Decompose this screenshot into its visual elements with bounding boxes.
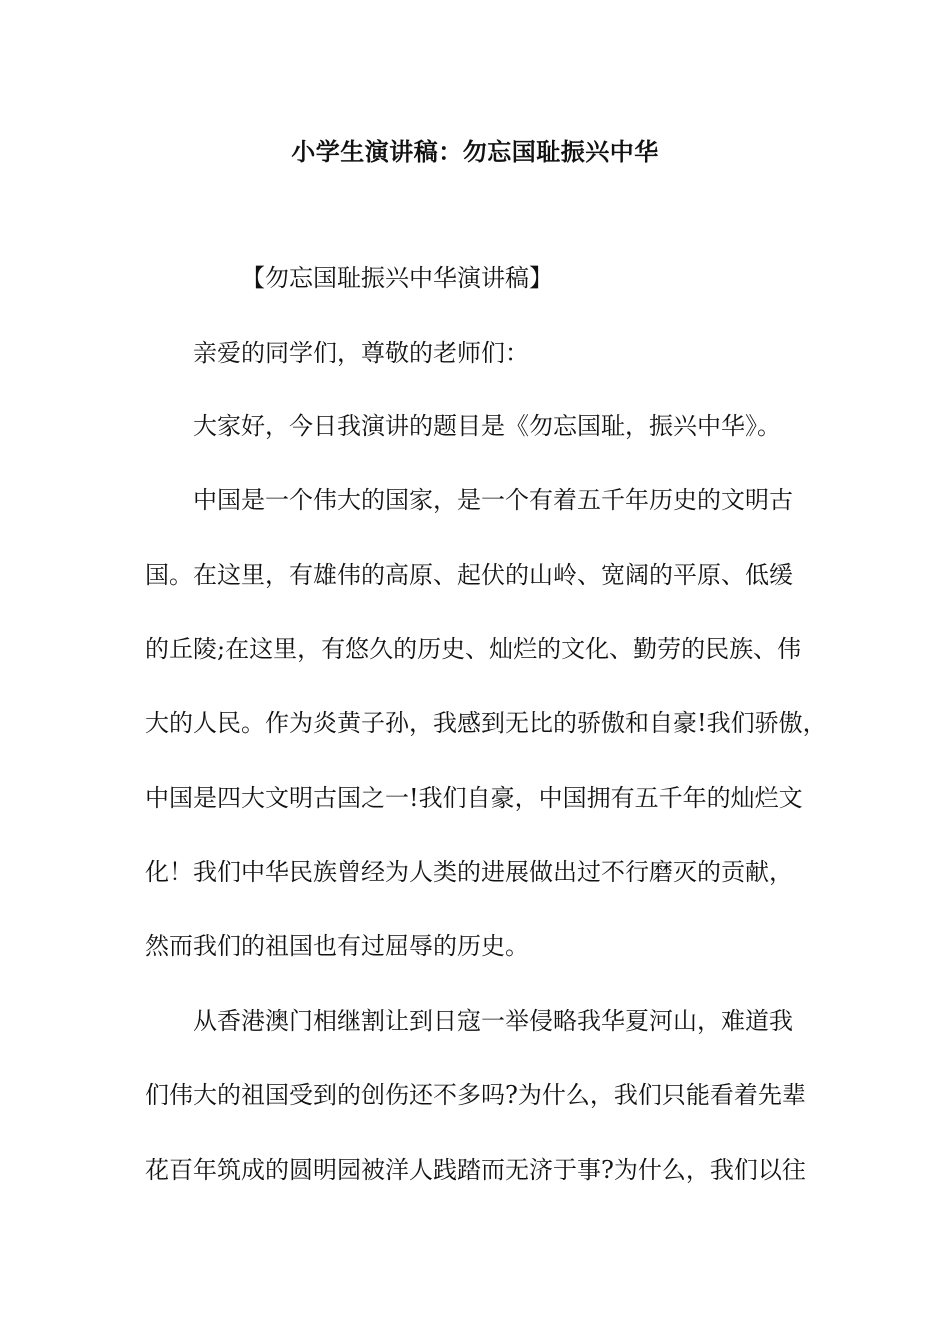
paragraph-line: 然而我们的祖国也有过屈辱的历史。	[145, 932, 529, 960]
paragraph-line: 化！我们中华民族曾经为人类的进展做出过不行磨灭的贡献，	[145, 858, 793, 886]
paragraph-line: 中国是一个伟大的国家，是一个有着五千年历史的文明古	[193, 486, 793, 514]
paragraph-line: 大家好，今日我演讲的题目是《勿忘国耻，振兴中华》。	[193, 412, 781, 440]
document-title: 小学生演讲稿：勿忘国耻振兴中华	[291, 138, 659, 166]
paragraph-line: 亲爱的同学们，尊敬的老师们：	[193, 339, 529, 367]
paragraph-line: 国。在这里，有雄伟的高原、起伏的山岭、宽阔的平原、低缓	[145, 561, 793, 589]
paragraph-line: 大的人民。作为炎黄子孙，我感到无比的骄傲和自豪!我们骄傲，	[145, 709, 827, 737]
paragraph-line: 的丘陵;在这里，有悠久的历史、灿烂的文化、勤劳的民族、伟	[145, 635, 802, 663]
paragraph-line: 从香港澳门相继割让到日寇一举侵略我华夏河山，难道我	[193, 1007, 793, 1035]
paragraph-line: 花百年筑成的圆明园被洋人践踏而无济于事?为什么，我们以往	[145, 1156, 806, 1184]
speech-subtitle: 【勿忘国耻振兴中华演讲稿】	[241, 264, 553, 292]
paragraph-line: 们伟大的祖国受到的创伤还不多吗?为什么，我们只能看着先辈	[145, 1081, 806, 1109]
paragraph-line: 中国是四大文明古国之一!我们自豪，中国拥有五千年的灿烂文	[145, 784, 803, 812]
